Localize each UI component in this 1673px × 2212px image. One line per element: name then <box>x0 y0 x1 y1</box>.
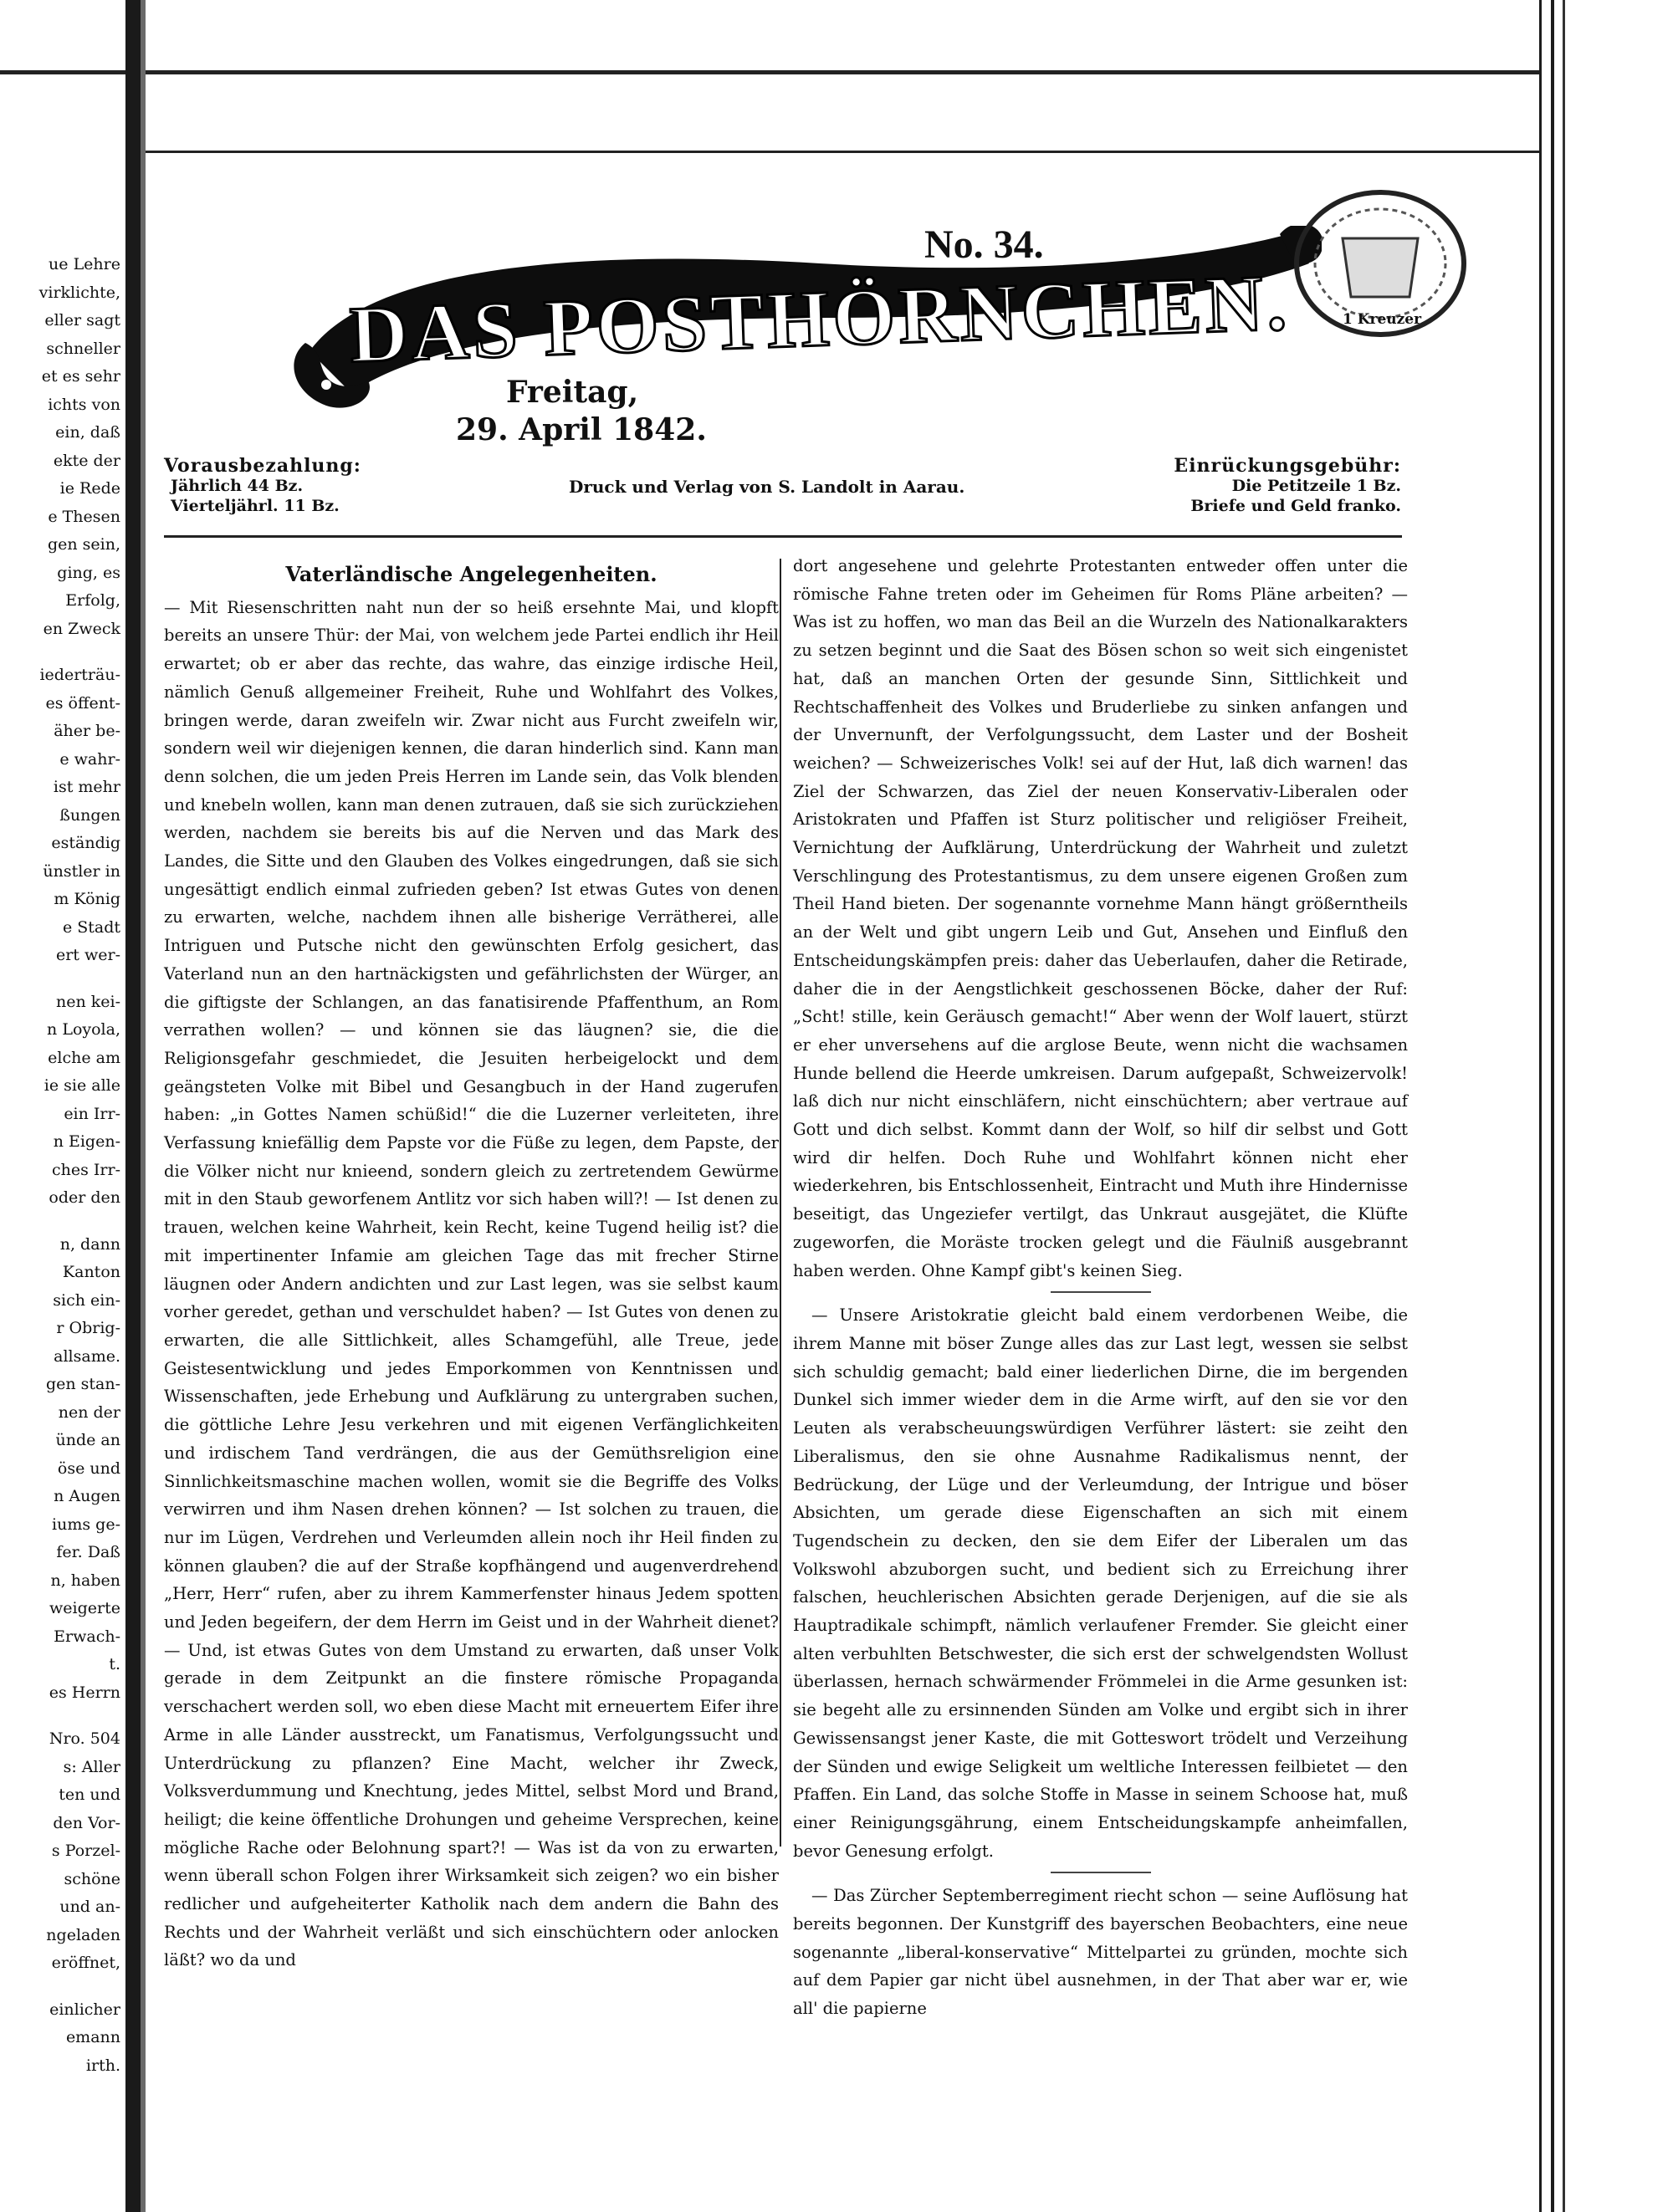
fragment-line: ein, daß <box>55 423 120 442</box>
masthead-title: DAS POSTHÖRNCHEN. <box>348 257 1292 380</box>
fragment-line: ert wer- <box>55 946 120 964</box>
fragment-line: fer. Daß <box>56 1543 120 1561</box>
fragment-line: m König <box>54 890 120 908</box>
fragment-line: n, haben <box>50 1571 120 1590</box>
fragment-line: Erwach- <box>54 1627 120 1646</box>
insertion-line-fee: Die Petitzeile 1 Bz. <box>1231 477 1401 495</box>
fragment-line: irth. <box>85 2056 120 2075</box>
column-divider <box>780 559 781 1847</box>
fragment-line: n Loyola, <box>47 1020 120 1039</box>
subscription-heading: Vorausbezahlung: <box>164 455 361 477</box>
fragment-line: es Herrn <box>49 1683 120 1702</box>
left-page-fragment <box>0 251 125 2080</box>
fragment-line: ie Rede <box>59 479 120 498</box>
fragment-line: gen sein, <box>47 535 120 554</box>
article-paragraph: dort angesehene und gelehrte Protestanten entweder offen unter die römische Fahne treten oder im Geheimen für Roms Pläne arbeiten? — Was ist zu hoffen, wo man das Beil an die Wurzeln des Nationalkarakters zu setzen beginnt und die Saat des Bösen schon so weit sich eingenistet hat, daß an manchen Orten der gesunde Sinn, Sittlichkeit und Rechtschaffenheit des Volkes und Bruderliebe zu sinken anfangen und der Unvernunft, der Verfolgungssucht, dem Laster und der Bosheit weichen? — Schweizerisches Volk! sei auf der Hut, laß dich warnen! das Ziel der Schwarzen, das Ziel der neuen Konservativ-Liberalen oder Aristokraten und Pfaffen ist Sturz politischer und religiöser Freiheit, Vernichtung der Aufklärung, Unterdrückung der Wahrheit und zuletzt Verschlingung des Protestantismus, zu dem unsere eigenen Großen zum Theil Hand bieten. Der sogenannte vornehme Mann hängt größerntheils an der Welt und gibt ungern Leib und Gut, Ansehen und Einfluß den Entscheidungskämpfen preis: daher das Ueberlaufen, daher die Retirade, daher die in der Aengstlichkeit geschossenen Böcke, daher der Ruf: „Scht! stille, kein Geräusch gemacht!“ Aber wenn der Wolf lauert, stürzt er eher unversehens auf die arglose Beute, wenn nicht die wachsamen Hunde bellend die Heerde umkreisen. Darum aufgepaßt, Schweizervolk! laß dich nur nicht einschläfern, nicht einschüchtern; aber vertraue auf Gott und dich selbst. Kommt dann der Wolf, so hilf dir selbst und Gott wird dir helfen. Doch Ruhe und Wohlfahrt können nicht eher wiederkehren, bis Entschlossenheit, Eintracht und Muth ihre Hindernisse beseitigt, das Ungeziefer vertilgt, das Unkraut ausgejätet, die Klüfte zugeworfen, die Moräste trocken gelegt und die Fäulniß ausgebrannt haben werden. Ohne Kampf gibt's keinen Sieg. <box>793 556 1408 1280</box>
fragment-line: ie sie alle <box>43 1076 120 1095</box>
fragment-line: schöne <box>64 1869 120 1888</box>
article-paragraph: — Das Zürcher Septemberregiment riecht schon — seine Auflösung hat bereits begonnen. Der Kunstgriff des bayerschen Beobachters, eine neue sogenannte „liberal-konservative“ Mittelpartei zu gründen, mochte sich auf dem Papier gar nicht übel ausnehmen, in der That aber war er, wie all' die papierne <box>793 1886 1408 2019</box>
fragment-line: iederträu- <box>39 666 120 684</box>
fragment-line: s: Aller <box>63 1757 120 1776</box>
article-column-right <box>793 552 1408 2023</box>
publisher-line: Druck und Verlag von S. Landolt in Aarau. <box>569 477 965 497</box>
fragment-line: n, dann <box>59 1234 120 1254</box>
fragment-line: nen kei- <box>55 992 120 1011</box>
fragment-line: n Augen <box>54 1487 120 1505</box>
page-stack-edge <box>1539 0 1673 2212</box>
fragment-line: weigerte <box>49 1599 120 1617</box>
article-paragraph: — Unsere Aristokratie gleicht bald einem verdorbenen Weibe, die ihrem Manne mit böser Zunge alles das zur Last legt, wessen sie selbst sich schuldig gemacht; bald einer liederlichen Dirne, die im bergenden Dunkel sich immer wieder dem in die Arme wirft, auf den sie vor den Leuten als verabscheuungswürdigen Verführer lästert: sie zeiht den Liberalismus, den sie ohne Ausnahme Radikalismus nennt, der Bedrückung, der Lüge und der Verleumdung, der Intrigue und böser Absichten, um gerade diese Eigenschaften an sich mit einem Tugendschein zu decken, den sie dem Eifer der Liberalen um das Volkswohl abzuborgen sucht, und bedient sich zu Erreichung ihrer falschen, heuchlerischen Absichten gerade Derjenigen, auf die sie als Hauptradikale schimpft, nämlich verlaufener Fremder. Sie gleicht einer alten verbuhlten Betschwester, die sich erst der schwelgendsten Wollust überlassen, hernach schwärmender Frömmelei in die Arme gesunken ist: sie begeht alle zu ersinnenden Sünden am Volke und ergibt sich in ihrer Gewissensangst jener Kaste, die mit Gotteswort trödelt und Verzeihung der Sünden und ewige Seligkeit um weltliche Interessen feilbietet — den Pfaffen. Ein Land, das solche Stoffe in Masse in seinem Schoose hat, muß einer Reinigungsgährung, einem Entscheidungskampfe anheimfallen, bevor Genesung erfolgt. <box>793 1305 1408 1861</box>
fragment-line: eröffnet, <box>51 1954 120 1972</box>
fragment-line: e Thesen <box>48 507 120 526</box>
scan-top-edge <box>0 0 1673 100</box>
fragment-line: einlicher <box>49 2000 120 2019</box>
fragment-line: ünde an <box>55 1431 120 1449</box>
fragment-gap <box>0 643 125 662</box>
article-column-left <box>164 552 779 1974</box>
fragment-line: öse und <box>57 1458 120 1478</box>
fragment-line: ein Irr- <box>64 1104 120 1123</box>
fragment-line: r Obrig- <box>56 1319 120 1337</box>
fragment-line: es öffent- <box>45 693 120 713</box>
fragment-line: ngeladen <box>46 1925 120 1944</box>
fragment-gap <box>0 970 125 989</box>
fragment-line: ging, es <box>57 563 120 582</box>
issue-number: No. 34. <box>924 222 1044 267</box>
fragment-line: ue Lehre <box>49 255 120 273</box>
fragment-line: iums ge- <box>52 1515 120 1534</box>
fragment-line: den Vor- <box>53 1813 120 1832</box>
fragment-line: eständig <box>51 834 120 852</box>
fragment-line: Erfolg, <box>65 591 120 610</box>
fragment-line: nen der <box>58 1402 120 1422</box>
fragment-line: schneller <box>46 339 120 358</box>
fragment-line: äher be- <box>54 722 120 740</box>
issue-weekday: Freitag, <box>506 375 639 410</box>
stamp-text: 1 Kreuzer <box>1343 311 1422 328</box>
paragraph-separator <box>1051 1872 1151 1873</box>
fragment-line: n Eigen- <box>53 1132 120 1151</box>
fragment-line: ichts von <box>48 395 120 414</box>
fragment-line: emann <box>65 2028 120 2046</box>
fragment-line: ßungen <box>59 805 120 825</box>
fragment-line: t. <box>109 1655 120 1673</box>
insertion-fee-info <box>1146 456 1401 516</box>
issue-date: 29. April 1842. <box>456 412 707 447</box>
masthead-banner <box>276 226 1322 418</box>
book-binding <box>125 0 141 2212</box>
fragment-line: Kanton <box>62 1263 120 1281</box>
fragment-line: und an- <box>59 1898 120 1916</box>
header-rule <box>164 535 1402 538</box>
fragment-line: e Stadt <box>62 917 120 937</box>
fragment-line: ünstler in <box>43 861 120 881</box>
fragment-line: ist mehr <box>53 778 120 796</box>
insertion-post-note: Briefe und Geld franko. <box>1190 497 1401 515</box>
fragment-line: gen stan- <box>45 1375 120 1393</box>
fragment-line: allsame. <box>54 1346 120 1366</box>
subscription-info <box>164 456 361 516</box>
article-paragraph: — Mit Riesenschritten naht nun der so heiß ersehnte Mai, und klopft bereits an unsere Thür: der Mai, von welchem jede Partei endlich ihr Heil erwartet; ob er aber das rechte, das wahre, das einzige irdische Heil, nämlich Genuß allgemeiner Freiheit, Ruhe und Wohlfahrt des Volkes, bringen werde, daran zweifeln wir. Zwar nicht aus Furcht zweifeln wir, sondern weil wir diejenigen kennen, die daran hinderlich sind. Kann man denn solchen, die um jeden Preis Herren im Lande sein, das Volk blenden und knebeln wollen, kann man denen zutrauen, daß sie sich zurückziehen werden, nachdem sie bereits bis auf die Nerven und das Mark des Landes, die Sitte und den Glauben des Volkes eingedrungen, daß sie sich ungesättigt endlich einmal zufrieden geben? Ist etwas Gutes von denen zu erwarten, welche, nachdem ihnen alle bisherige Verrätherei, alle Intriguen und Putsche nicht den gewünschten Erfolg gesichert, das Vaterland nun an den hartnäckigsten und gefährlichsten der Würger, an die giftigste der Schlangen, an das fanatisirende Pfaffenthum, an Rom verrathen wollen? — und können sie das läugnen? sie, die die Religionsgefahr geschmiedet, die Jesuiten herbeigelockt und dem geängsteten Volke mit Bibel und Gesangbuch in der Hand zugerufen haben: „in Gottes Namen schüßid!“ die die Luzerner verleiteten, ihre Verfassung kniefällig dem Papste vor die Füße zu legen, dem Papste, der die Völker nicht nur knieend, sondern gleich zu zertretendem Gewürme mit in den Staub geworfenem Antlitz vor sich haben will?! — Ist denen zu trauen, welchen keine Wahrheit, kein Recht, keine Tugend heilig ist? die mit impertinenter Infamie am gleichen Tage das mit frecher Stirne läugnen oder Andern andichten und zur Last legen, was sie selbst kaum vorher geredet, gethan und verschuldet haben? — Ist Gutes von denen zu erwarten, die alle Sittlichkeit, alles Schamgefühl, alle Treue, jede Geistesentwicklung und jedes Emporkommen von Kenntnissen und Wissenschaften, jede Erhebung und Aufklärung zu untergraben suchen, die göttliche Lehre Jesu verkehren und mit eigenen Verfänglichkeiten und irdischem Tand verdrängen, die aus der Gemüthsreligion eine Sinnlichkeitsmaschine machen wollen, womit sie die Begriffe des Volks verwirren und ihm Nasen drehen können? — Ist solchen zu trauen, die nur im Lügen, Verdrehen und Verleumden allein noch ihr Heil finden zu können glauben? die auf der Straße kopfhängend und augenverdrehend „Herr, Herr“ rufen, aber zu ihrem Kammerfenster hinaus Jedem spotten und Jeden begeifern, der dem Herrn im Geist und in der Wahrheit dienet? — Und, ist etwas Gutes von dem Umstand zu erwarten, daß unser Volk gerade in dem Zeitpunkt an die finstere römische Propaganda verschachert werden soll, wo eben diese Macht mit erneuertem Eifer ihre Arme in alle Länder ausstreckt, um Fanatismus, Verfolgungssucht und Unterdrückung zu pflanzen? Eine Macht, welcher ihr Zweck, Volksverdummung und Knechtung, jedes Mittel, selbst Mord und Brand, heiligt; die keine öffentliche Drohungen und geheime Versprechen, keine mögliche Rache oder Belohnung spart?! — Was ist da von zu erwarten, wenn überall schon Folgen ihrer Wirksamkeit sich zeigen? wo ein bisher redlicher und aufgeheiterter Katholik nach dem andern die Bahn des Rechts und der Wahrheit verläßt und sich einschüchtern oder anlocken läßt? wo da und <box>164 597 779 1970</box>
subscription-quarterly: Vierteljährl. 11 Bz. <box>171 497 340 515</box>
insertion-heading: Einrückungsgebühr: <box>1174 455 1401 477</box>
fragment-line: e wahr- <box>59 749 120 769</box>
paragraph-separator <box>1051 1291 1151 1293</box>
fragment-line: oder den <box>49 1188 120 1207</box>
article-heading: Vaterländische Angelegenheiten. <box>285 562 657 586</box>
fragment-gap <box>0 1213 125 1231</box>
fragment-line: ten und <box>59 1785 120 1804</box>
fragment-line: et es sehr <box>41 367 120 386</box>
fragment-line: s Porzel- <box>51 1842 120 1860</box>
fragment-line: en Zweck <box>43 619 120 638</box>
fragment-line: ches Irr- <box>51 1160 120 1179</box>
fragment-line: sich ein- <box>53 1290 120 1310</box>
fragment-line: Nro. 504 <box>49 1729 120 1748</box>
fragment-gap <box>0 1978 125 1996</box>
fragment-gap <box>0 1707 125 1725</box>
fragment-line: ekte der <box>53 451 120 470</box>
fragment-line: elche am <box>48 1048 120 1067</box>
fragment-line: eller sagt <box>44 311 120 330</box>
subscription-yearly: Jährlich 44 Bz. <box>171 477 304 495</box>
fragment-line: virklichte, <box>38 283 120 302</box>
